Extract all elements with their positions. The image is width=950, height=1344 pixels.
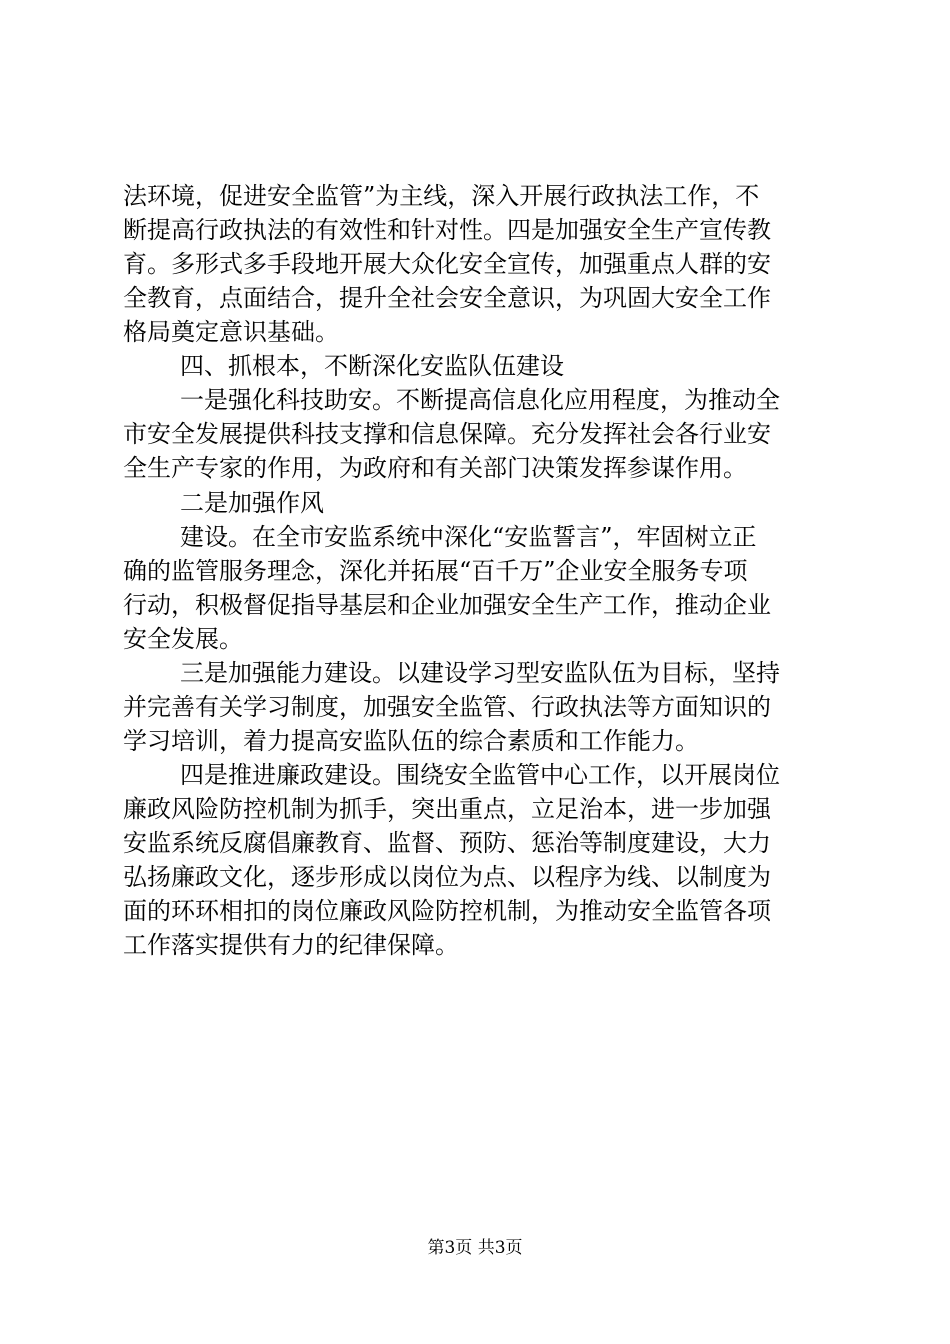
text-line — [0, 826, 950, 860]
section-heading-text: 四、抓根本，不断深化安监队伍建设 — [180, 352, 564, 380]
text-line-content: 断提高行政执法的有效性和针对性。四是加强安全生产宣传教 — [123, 216, 771, 244]
text-line-content: 并完善有关学习制度，加强安全监管、行政执法等方面知识的 — [123, 693, 771, 721]
text-line-content: 安监系统反腐倡廉教育、监督、预防、惩治等制度建设，大力 — [123, 829, 771, 857]
text-line-content: 全生产专家的作用，为政府和有关部门决策发挥参谋作用。 — [123, 454, 747, 482]
text-line — [0, 179, 950, 213]
text-line — [0, 656, 950, 690]
page-number-footer: 第3页 共3页 — [427, 1238, 523, 1258]
text-line — [0, 520, 950, 554]
text-line-content: 法环境，促进安全监管”为主线，深入开展行政执法工作，不 — [123, 182, 760, 210]
text-line — [0, 281, 950, 315]
text-line-content: 二是加强作风 — [180, 489, 324, 517]
text-line-content: 学习培训，着力提高安监队伍的综合素质和工作能力。 — [123, 727, 699, 755]
section-heading — [0, 349, 950, 383]
text-line-content: 行动，积极督促指导基层和企业加强安全生产工作，推动企业 — [123, 591, 771, 619]
text-line — [0, 588, 950, 622]
text-line-content: 格局奠定意识基础。 — [123, 318, 339, 346]
text-line-content: 确的监管服务理念，深化并拓展“百千万”企业安全服务专项 — [123, 557, 748, 585]
text-line — [0, 860, 950, 894]
text-line-content: 一是强化科技助安。不断提高信息化应用程度，为推动全 — [180, 386, 780, 414]
text-line — [0, 451, 950, 485]
text-line-content: 弘扬廉政文化，逐步形成以岗位为点、以程序为线、以制度为 — [123, 863, 771, 891]
text-line-content: 三是加强能力建设。以建设学习型安监队伍为目标，坚持 — [180, 659, 780, 687]
text-line — [0, 690, 950, 724]
text-line-content: 安全发展。 — [123, 625, 243, 653]
text-line-content: 建设。在全市安监系统中深化“安监誓言”，牢固树立正 — [180, 523, 757, 551]
text-line-content: 四是推进廉政建设。围绕安全监管中心工作，以开展岗位 — [180, 761, 780, 789]
text-line — [0, 724, 950, 758]
text-line-content: 育。多形式多手段地开展大众化安全宣传，加强重点人群的安 — [123, 250, 771, 278]
text-line — [0, 417, 950, 451]
text-line — [0, 213, 950, 247]
text-line — [0, 486, 950, 520]
text-line-content: 全教育，点面结合，提升全社会安全意识，为巩固大安全工作 — [123, 284, 771, 312]
text-line — [0, 383, 950, 417]
text-line — [0, 554, 950, 588]
text-line-content: 市安全发展提供科技支撑和信息保障。充分发挥社会各行业安 — [123, 420, 771, 448]
text-line — [0, 315, 950, 349]
text-line-content: 廉政风险防控机制为抓手，突出重点，立足治本，进一步加强 — [123, 795, 771, 823]
text-line — [0, 622, 950, 656]
text-line-content: 面的环环相扣的岗位廉政风险防控机制，为推动安全监管各项 — [123, 897, 771, 925]
text-line — [0, 792, 950, 826]
text-line — [0, 894, 950, 928]
text-line-content: 工作落实提供有力的纪律保障。 — [123, 931, 459, 959]
text-line — [0, 928, 950, 962]
text-line — [0, 247, 950, 281]
text-line — [0, 758, 950, 792]
